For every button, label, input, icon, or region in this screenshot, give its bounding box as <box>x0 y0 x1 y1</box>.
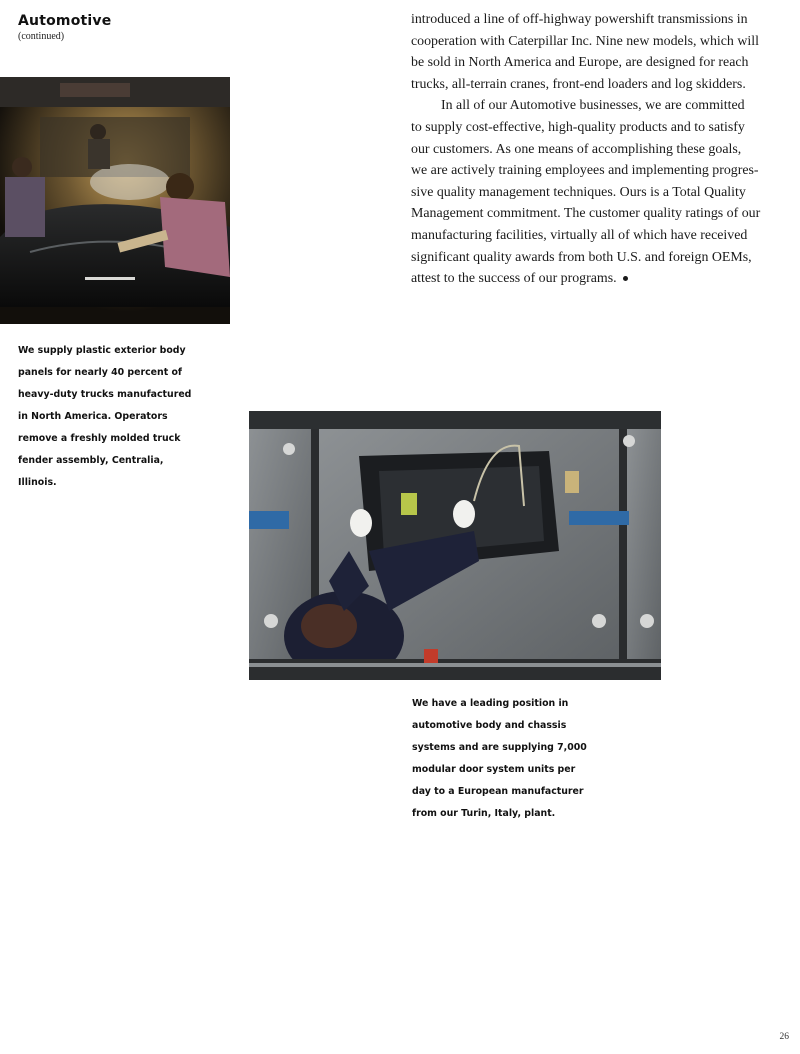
caption-line: We supply plastic exterior body <box>18 345 186 356</box>
caption-line: Illinois. <box>18 477 57 488</box>
photo-door-module-assembly <box>249 411 661 680</box>
body-line: cooperation with Caterpillar Inc. Nine new models, which will <box>411 33 759 49</box>
caption-line: modular door system units per <box>412 764 576 775</box>
body-line-last <box>411 268 796 290</box>
caption-line: in North America. Operators <box>18 411 168 422</box>
body-line: attest to the success of our programs. <box>411 271 617 287</box>
end-bullet-icon <box>623 276 628 281</box>
caption-line: remove a freshly molded truck <box>18 433 181 444</box>
caption-line: from our Turin, Italy, plant. <box>412 808 556 819</box>
body-line: be sold in North America and Europe, are designed for reach <box>411 55 749 71</box>
section-subtitle: (continued) <box>18 31 65 42</box>
caption-line: fender assembly, Centralia, <box>18 455 164 466</box>
body-line: sive quality management techniques. Ours is a Total Quality <box>411 184 746 200</box>
body-line: to supply cost-effective, high-quality products and to satisfy <box>411 119 745 135</box>
body-line: trucks, all-terrain cranes, front-end loaders and log skidders. <box>411 76 746 92</box>
body-line: our customers. As one means of accomplishing these goals, <box>411 141 742 157</box>
caption-line: systems and are supplying 7,000 <box>412 742 587 753</box>
caption-line: day to a European manufacturer <box>412 786 584 797</box>
caption-line: heavy-duty trucks manufactured <box>18 389 192 400</box>
body-line: introduced a line of off-highway powershift transmissions in <box>411 12 748 27</box>
body-line: we are actively training employees and implementing progres- <box>411 163 759 179</box>
section-title: Automotive <box>18 13 112 29</box>
caption-line: automotive body and chassis <box>412 720 567 731</box>
caption-truck-panels <box>18 340 218 494</box>
body-line: manufacturing facilities, virtually all of which have received <box>411 227 748 243</box>
body-line: significant quality awards from both U.S. and foreign OEMs, <box>411 249 752 265</box>
photo-truck-fender-molding <box>0 77 230 324</box>
caption-line: We have a leading position in <box>412 698 569 709</box>
caption-door-modules <box>412 693 612 825</box>
body-text <box>411 9 796 290</box>
caption-line: panels for nearly 40 percent of <box>18 367 182 378</box>
body-line: Management commitment. The customer quality ratings of our <box>411 206 761 222</box>
page-number: 26 <box>779 1032 789 1042</box>
body-line: In all of our Automotive businesses, we are committed <box>441 98 745 114</box>
